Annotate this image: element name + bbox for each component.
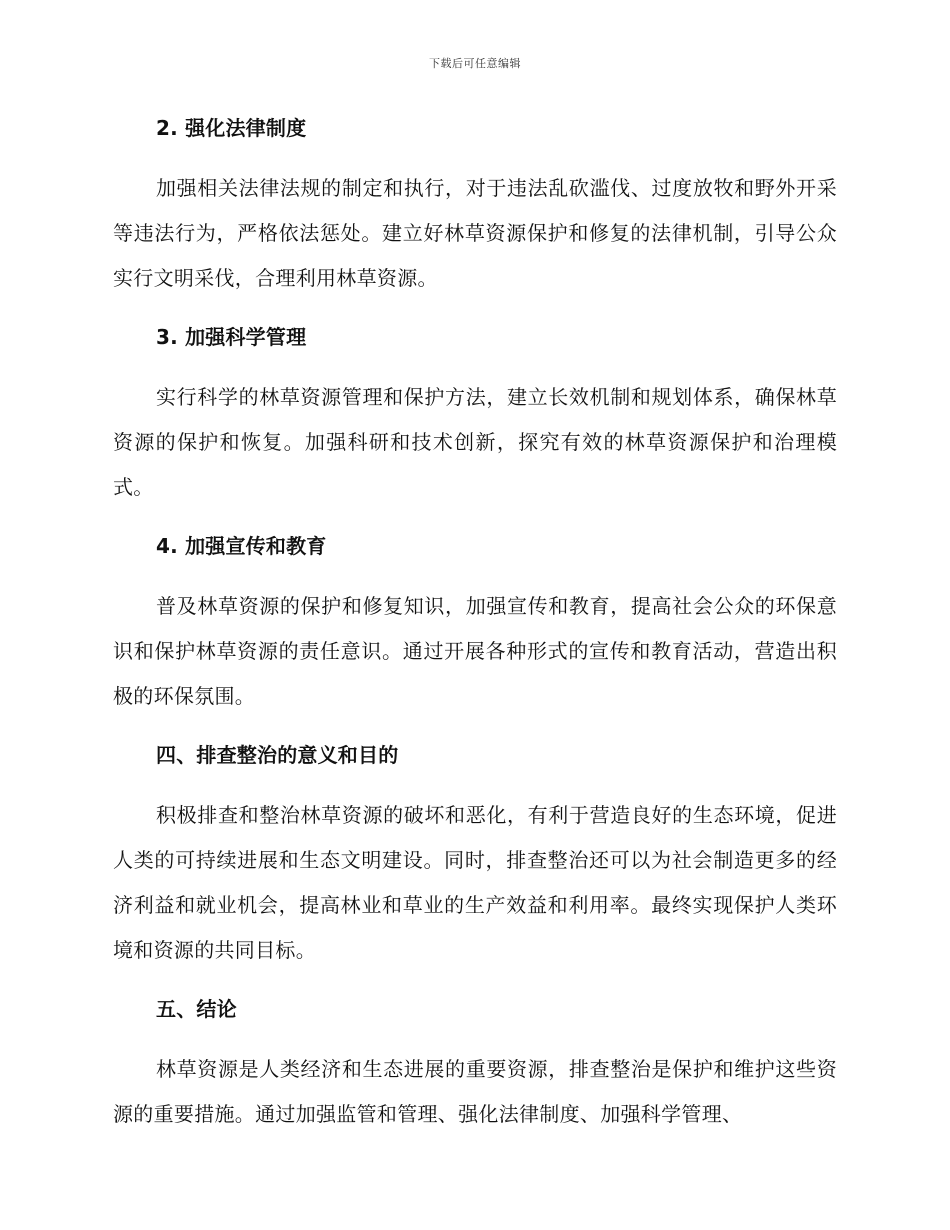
section-paragraph-scientific-management: 实行科学的林草资源管理和保护方法，建立长效机制和规划体系，确保林草资源的保护和恢复。加强科研和技术创新，探究有效的林草资源保护和治理模式。 (113, 385, 837, 499)
section-heading-significance-purpose: 四、排查整治的意义和目的 (156, 743, 399, 767)
section-heading-publicity-education: 4. 加强宣传和教育 (156, 534, 327, 558)
section-paragraph-publicity-education: 普及林草资源的保护和修复知识，加强宣传和教育，提高社会公众的环保意识和保护林草资源的责任意识。通过开展各种形式的宣传和教育活动，营造出积极的环保氛围。 (113, 594, 837, 708)
page-header-note: 下载后可任意编辑 (429, 57, 521, 70)
section-paragraph-legal-system: 加强相关法律法规的制定和执行，对于违法乱砍滥伐、过度放牧和野外开采等违法行为，严格依法惩处。建立好林草资源保护和修复的法律机制，引导公众实行文明采伐，合理利用林草资源。 (113, 176, 837, 290)
section-heading-conclusion: 五、结论 (156, 997, 237, 1021)
section-heading-legal-system: 2. 强化法律制度 (156, 116, 307, 140)
document-body (113, 106, 837, 1137)
section-paragraph-conclusion: 林草资源是人类经济和生态进展的重要资源，排查整治是保护和维护这些资源的重要措施。通过加强监管和管理、强化法律制度、加强科学管理、 (113, 1057, 837, 1126)
section-heading-scientific-management: 3. 加强科学管理 (156, 325, 307, 349)
section-paragraph-significance-purpose: 积极排查和整治林草资源的破坏和恶化，有利于营造良好的生态环境，促进人类的可持续进展和生态文明建设。同时，排查整治还可以为社会制造更多的经济利益和就业机会，提高林业和草业的生产效益和利用率。最终实现保护人类环境和资源的共同目标。 (113, 803, 837, 962)
